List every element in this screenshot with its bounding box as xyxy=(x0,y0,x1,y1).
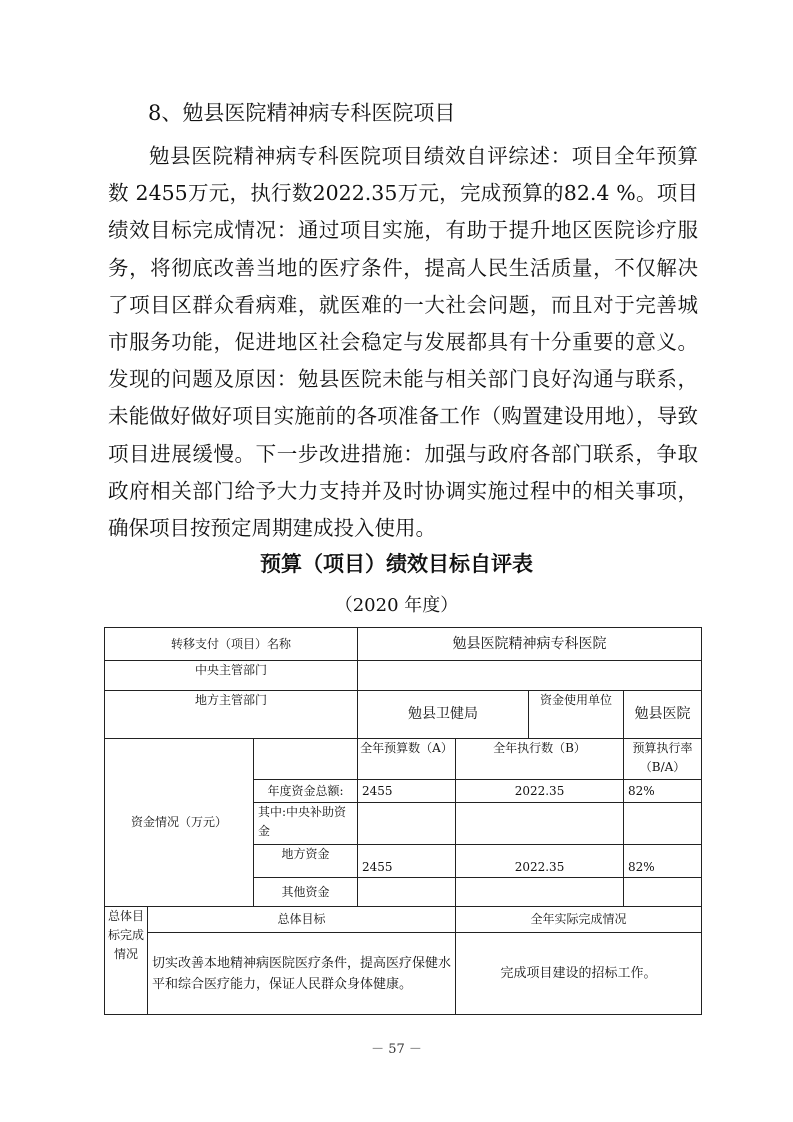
row-local-exec: 2022.35 xyxy=(456,845,624,878)
overall-target-header: 总体目标 xyxy=(148,907,456,933)
row-local-budget: 2455 xyxy=(358,845,456,878)
self-evaluation-table xyxy=(104,627,702,1015)
table-title: 预算（项目）绩效目标自评表 xyxy=(260,552,533,576)
row-total-exec: 2022.35 xyxy=(456,780,624,803)
project-name-value: 勉县医院精神病专科医院 xyxy=(358,628,702,661)
overall-target-text: 切实改善本地精神病医院医疗条件，提高医疗保健水平和综合医疗能力，保证人民群众身体健康。 xyxy=(148,933,456,1015)
funds-label: 资金情况（万元） xyxy=(105,739,254,907)
overall-actual-text: 完成项目建设的招标工作。 xyxy=(456,933,702,1015)
row-total-budget: 2455 xyxy=(358,780,456,803)
project-name-label: 转移支付（项目）名称 xyxy=(105,628,358,661)
fund-unit-label: 资金使用单位 xyxy=(529,691,624,739)
col-budget-header: 全年预算数（A） xyxy=(358,739,456,780)
central-dept-label: 中央主管部门 xyxy=(105,661,358,691)
row-central-budget xyxy=(358,803,456,845)
row-central-label: 其中:中央补助资金 xyxy=(254,803,358,845)
local-dept-value: 勉县卫健局 xyxy=(358,691,529,739)
row-other-budget xyxy=(358,878,456,907)
row-local-rate: 82% xyxy=(624,845,702,878)
table-subtitle: （2020 年度） xyxy=(334,595,459,616)
row-central-exec xyxy=(456,803,624,845)
overall-actual-header: 全年实际完成情况 xyxy=(456,907,702,933)
overall-label: 总体目标完成情况 xyxy=(105,907,148,1015)
row-other-rate xyxy=(624,878,702,907)
fund-unit-value: 勉县医院 xyxy=(624,691,702,739)
section-heading: 8、勉县医院精神病专科医院项目 xyxy=(148,101,456,125)
col-exec-header: 全年执行数（B） xyxy=(456,739,624,780)
central-dept-value xyxy=(358,661,702,691)
page-number: － 57 － xyxy=(371,1042,422,1057)
row-local-label: 地方资金 xyxy=(254,845,358,878)
row-total-label: 年度资金总额: xyxy=(254,780,358,803)
local-dept-label: 地方主管部门 xyxy=(105,691,358,739)
row-total-rate: 82% xyxy=(624,780,702,803)
row-other-label: 其他资金 xyxy=(254,878,358,907)
row-other-exec xyxy=(456,878,624,907)
row-central-rate xyxy=(624,803,702,845)
summary-paragraph: 勉县医院精神病专科医院项目绩效自评综述：项目全年预算数 2455万元，执行数2022.35万元，完成预算的82.4 %。项目绩效目标完成情况：通过项目实施，有助于提升地区医院诊疗服务，将彻底改善当地的医疗条件，提高人民生活质量，不仅解决了项目区群众看病难，就医难的一大社会问题，而且对于完善城市服务功能，促进地区社会稳定与发展都具有十分重要的意义。发现的问题及原因：勉县医院未能与相关部门良好沟通与联系，未能做好做好项目实施前的各项准备工作（购置建设用地），导致项目进展缓慢。下一步改进措施：加强与政府各部门联系，争取政府相关部门给予大力支持并及时协调实施过程中的相关事项，确保项目按预定周期建成投入使用。 xyxy=(108,144,698,541)
col-rate-header: 预算执行率（B/A） xyxy=(624,739,702,780)
header-blank-cell xyxy=(254,739,358,780)
